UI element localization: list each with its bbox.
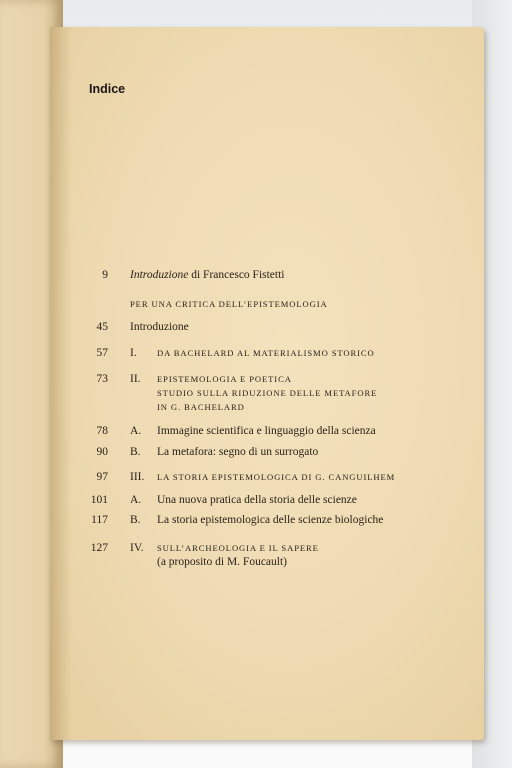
- toc-page-number: 90: [96, 446, 108, 458]
- toc-title-line: EPISTEMOLOGIA E POETICA: [157, 374, 292, 384]
- toc-title-rest: di Francesco Fistetti: [188, 269, 285, 281]
- toc-title: Una nuova pratica della storia delle scienze: [157, 494, 357, 506]
- toc-page-number: 101: [90, 494, 108, 506]
- toc-section-title: PER UNA CRITICA DELL’EPISTEMOLOGIA: [130, 299, 328, 309]
- toc-section-letter: B.: [130, 514, 141, 526]
- toc-page-number: 45: [96, 321, 108, 333]
- toc-title: DA BACHELARD AL MATERIALISMO STORICO: [157, 348, 375, 358]
- toc-section-letter: A.: [130, 425, 142, 437]
- toc-title: Immagine scientifica e linguaggio della scienza: [157, 425, 376, 437]
- toc-page-number: 97: [96, 471, 108, 483]
- toc-chapter-number: III.: [130, 471, 145, 483]
- toc-title: [130, 268, 285, 282]
- toc-title-italic: Introduzione: [130, 269, 189, 281]
- book-page: [50, 27, 484, 740]
- page-heading: Indice: [89, 82, 126, 96]
- toc-title: LA STORIA EPISTEMOLOGICA DI G. CANGUILHEM: [157, 472, 396, 482]
- toc-page-number: 117: [91, 514, 108, 526]
- toc-title: [157, 541, 319, 569]
- toc-page-number: 73: [96, 373, 108, 385]
- toc-title-line: STUDIO SULLA RIDUZIONE DELLE METAFORE: [157, 388, 378, 398]
- toc-title: Introduzione: [130, 321, 189, 333]
- toc-section-letter: A.: [130, 494, 142, 506]
- toc-section-letter: B.: [130, 446, 141, 458]
- toc-title-line: IN G. BACHELARD: [157, 402, 245, 412]
- toc-title: [157, 372, 377, 414]
- toc-title: La metafora: segno di un surrogato: [157, 446, 319, 458]
- toc-chapter-number: I.: [130, 347, 137, 359]
- toc-page-number: 57: [96, 347, 108, 359]
- toc-chapter-number: II.: [130, 373, 141, 385]
- toc-page-number: 127: [90, 542, 108, 554]
- toc-page-number: 78: [96, 425, 108, 437]
- toc-title-line: (a proposito di M. Foucault): [157, 556, 287, 568]
- toc-page-number: 9: [102, 269, 108, 281]
- toc-title: La storia epistemologica delle scienze biologiche: [157, 514, 384, 526]
- toc-chapter-number: IV.: [130, 542, 144, 554]
- toc-title-line: SULL’ARCHEOLOGIA E IL SAPERE: [157, 543, 319, 553]
